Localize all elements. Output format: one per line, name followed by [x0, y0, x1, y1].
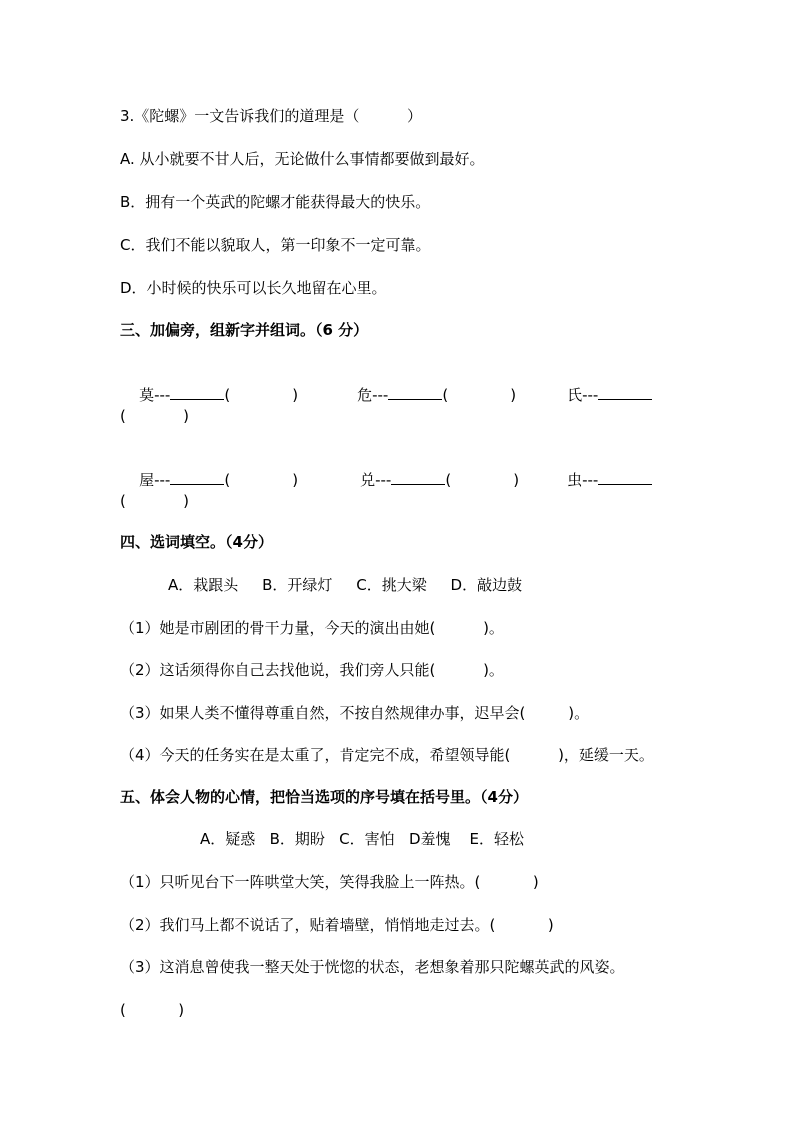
dash: ---	[582, 471, 599, 489]
section5-item-3-answer[interactable]: ( )	[120, 1001, 185, 1019]
new-char-blank[interactable]	[170, 383, 224, 400]
q3-option-d: D．小时候的快乐可以长久地留在心里。	[120, 279, 387, 297]
base-char: 危	[357, 386, 373, 404]
dash: ---	[582, 386, 599, 404]
base-char: 屋	[139, 471, 155, 489]
new-char-blank[interactable]	[388, 383, 442, 400]
dash: ---	[154, 471, 171, 489]
section4-item-2: （2）这话须得你自己去找他说，我们旁人只能( )。	[120, 661, 504, 679]
dash: ---	[154, 386, 171, 404]
close-paren: )	[292, 471, 299, 489]
open-paren: (	[224, 471, 231, 489]
radical-item-3	[548, 363, 652, 425]
radical-item-6-word[interactable]: ( )	[120, 492, 189, 510]
section5-item-2: （2）我们马上都不说话了，贴着墙壁，悄悄地走过去。( )	[120, 916, 554, 934]
base-char: 氏	[567, 386, 583, 404]
new-char-blank[interactable]	[391, 468, 445, 485]
section4-item-4: （4）今天的任务实在是太重了，肯定完不成，希望领导能( )，延缓一天。	[120, 746, 654, 764]
base-char: 虫	[567, 471, 583, 489]
open-paren: (	[445, 471, 452, 489]
open-paren: (	[442, 386, 449, 404]
q3-stem: 3.《陀螺》一文告诉我们的道理是（ ）	[120, 107, 422, 125]
section4-item-1: （1）她是市剧团的骨干力量，今天的演出由她( )。	[120, 619, 504, 637]
section5-item-3: （3）这消息曾使我一整天处于恍惚的状态，老想象着那只陀螺英武的风姿。	[120, 958, 625, 976]
q3-option-b: B．拥有一个英武的陀螺才能获得最大的快乐。	[120, 193, 431, 211]
section4-item-3: （3）如果人类不懂得尊重自然，不按自然规律办事，迟早会( )。	[120, 704, 590, 722]
section5-item-1: （1）只听见台下一阵哄堂大笑，笑得我脸上一阵热。( )	[120, 873, 539, 891]
section4-title: 四、选词填空。（4分）	[120, 533, 273, 551]
radical-item-3-word[interactable]: ( )	[120, 407, 189, 425]
section4-choices: A．栽跟头 B．开绿灯 C．挑大梁 D．敲边鼓	[168, 576, 523, 594]
section5-title: 五、体会人物的心情，把恰当选项的序号填在括号里。（4分）	[120, 788, 528, 806]
new-char-blank[interactable]	[598, 383, 652, 400]
close-paren: )	[510, 386, 517, 404]
open-paren: (	[224, 386, 231, 404]
dash: ---	[375, 471, 392, 489]
radical-item-5	[341, 448, 519, 510]
section3-title: 三、加偏旁，组新字并组词。（6 分）	[120, 321, 369, 339]
close-paren: )	[292, 386, 299, 404]
new-char-blank[interactable]	[170, 468, 224, 485]
radical-item-6	[548, 448, 652, 510]
q3-option-a: A. 从小就要不甘人后，无论做什么事情都要做到最好。	[120, 150, 485, 168]
base-char: 莫	[139, 386, 155, 404]
dash: ---	[372, 386, 389, 404]
radical-item-2	[338, 363, 516, 425]
q3-option-c: C．我们不能以貌取人，第一印象不一定可靠。	[120, 236, 431, 254]
base-char: 兑	[360, 471, 376, 489]
new-char-blank[interactable]	[598, 468, 652, 485]
close-paren: )	[513, 471, 520, 489]
section5-choices: A．疑惑 B．期盼 C．害怕 D羞愧 E．轻松	[200, 830, 525, 848]
